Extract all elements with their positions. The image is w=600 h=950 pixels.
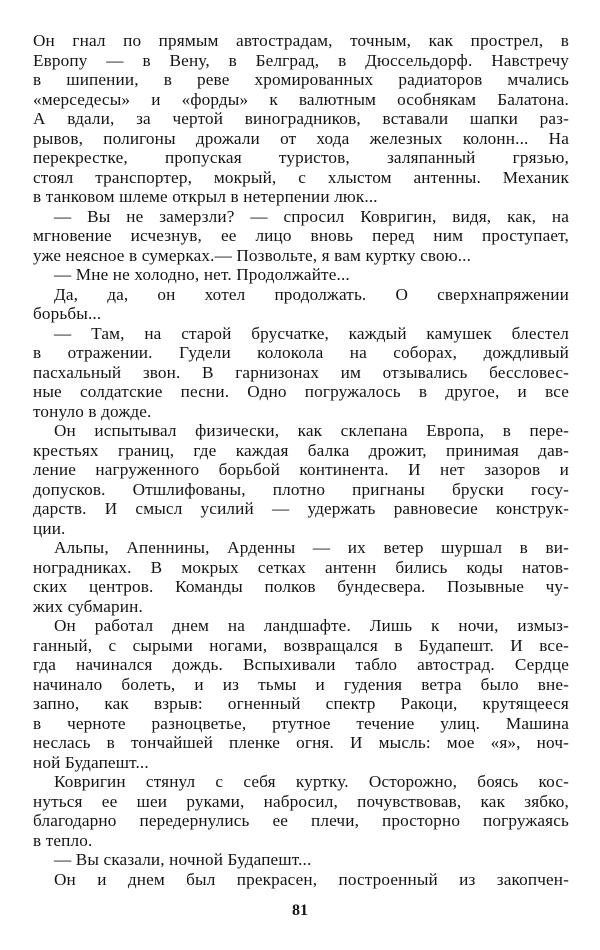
text-line: рывов, полигоны дрожали от хода железных колонн... На — [33, 128, 569, 148]
text-line: ные солдатские песни. Одно погружалось в другое, и все — [33, 382, 569, 401]
text-line: ной Будапешт... — [33, 752, 149, 772]
text-line: в тепло. — [33, 830, 93, 850]
text-line: допусков. Отшлифованы, плотно пригнаны бруски госу- — [33, 479, 569, 499]
text-line: Он и днем был прекрасен, построенный из закопчен- — [54, 869, 569, 889]
text-line: Да, да, он хотел продолжать. О сверхнапряжении — [54, 284, 569, 304]
text-line: ции. — [33, 518, 66, 538]
text-line: уже неясное в сумерках.— Позвольте, я вам куртку свою... — [33, 245, 472, 265]
text-line: жих субмарин. — [33, 596, 143, 616]
text-line: в отражении. Гудели колокола на соборах, дождливый — [33, 343, 569, 362]
text-line: неслась в тончайшей пленке огня. И мысль: мое «я», ноч- — [33, 733, 569, 752]
text-line: Он испытывал физически, как склепана Европа, в пере- — [54, 421, 569, 440]
page-number: 81 — [292, 902, 308, 919]
text-line: пасхальный звон. В гарнизонах им отзывались бессловес- — [33, 362, 569, 382]
text-line: А вдали, за чертой виноградников, вставали шапки раз- — [33, 109, 569, 128]
text-line: в танковом шлеме открыл в нетерпении люк... — [33, 187, 378, 206]
text-line: крестьях границ, где каждая балка дрожит, принимая дав- — [33, 440, 569, 460]
text-line: — Вы сказали, ночной Будапешт... — [54, 850, 312, 869]
text-line: Ковригин стянул с себя куртку. Осторожно, боясь кос- — [54, 772, 569, 791]
text-line: — Мне не холодно, нет. Продолжайте... — [54, 265, 350, 284]
text-line: в черноте разноцветье, ртутное течение улиц. Машина — [33, 713, 569, 733]
text-line: нуться ее шеи руками, набросил, почувствовав, как зябко, — [33, 791, 569, 811]
text-line: мгновение исчезнув, ее лицо вновь перед ним проступает, — [33, 226, 569, 245]
text-line: Он гнал по прямым автострадам, точным, как прострел, в — [33, 31, 569, 50]
text-line: «мерседесы» и «форды» к валютным особнякам Балатона. — [33, 89, 569, 109]
text-line: ноградниках. В мокрых сетках антенн бились коды натов- — [33, 557, 569, 577]
text-line: гда начинался дождь. Вспыхивали табло автострад. Сердце — [33, 655, 569, 674]
text-line: — Там, на старой брусчатке, каждый камушек блестел — [54, 323, 569, 343]
text-line: Альпы, Апеннины, Арденны — их ветер шуршал в ви- — [54, 538, 569, 557]
text-line: ганный, с сырыми ногами, возвращался в Будапешт. И все- — [33, 635, 569, 655]
text-line: — Вы не замерзли? — спросил Ковригин, видя, как, на — [54, 206, 569, 226]
text-line: стоял транспортер, мокрый, с хлыстом антенны. Механик — [33, 167, 569, 187]
text-line: ление нагруженного борьбой континента. И нет зазоров и — [33, 460, 569, 479]
text-line: ских центров. Команды полков бундесвера. Позывные чу- — [33, 577, 569, 596]
page-text-body — [33, 31, 569, 889]
text-line: в шипении, в реве хромированных радиаторов мчались — [33, 70, 569, 89]
text-line: благодарно передернулись ее плечи, просторно погружаясь — [33, 811, 569, 830]
text-line: борьбы... — [33, 304, 102, 323]
text-line: тонуло в дожде. — [33, 401, 152, 421]
text-line: Он работал днем на ландшафте. Лишь к ночи, измыз- — [54, 616, 569, 635]
text-line: начинало болеть, и из тьмы и гудения ветра было вне- — [33, 674, 569, 694]
text-line: Европу — в Вену, в Белград, в Дюссельдорф. Навстречу — [33, 50, 569, 70]
text-line: перекрестке, пропуская туристов, заляпанный грязью, — [33, 148, 569, 167]
text-line: дарств. И смысл усилий — удержать равновесие конструк- — [33, 499, 569, 518]
text-line: запно, как взрыв: огненный спектр Ракоци, крутящееся — [33, 694, 569, 713]
